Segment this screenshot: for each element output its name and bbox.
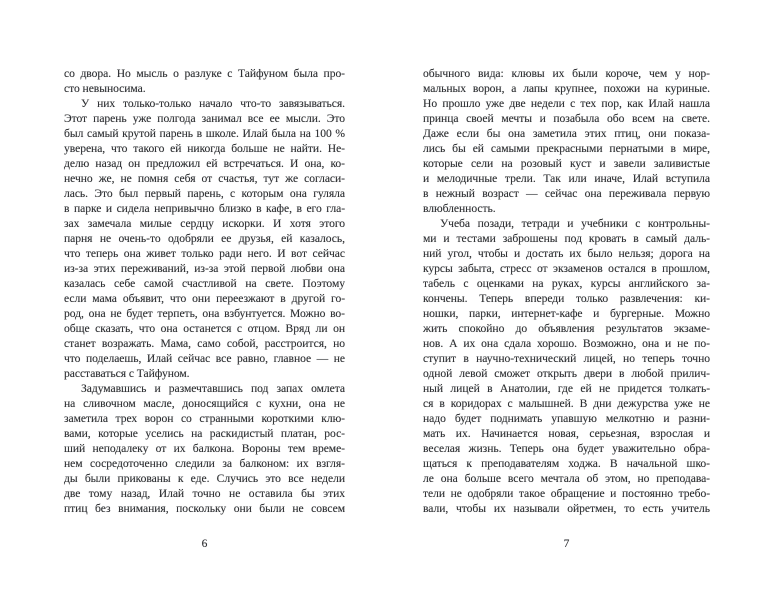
text-line: если мама объявит, что они переезжают в другой го-: [64, 292, 345, 305]
text-line: две тому назад, Илай точно не оставила бы этих: [64, 487, 345, 500]
text-line: мальных ворон, а лапы крупнее, похожи на куриные.: [423, 82, 710, 95]
text-line: род, она не будет терпеть, она взбунтуется. Можно во-: [64, 307, 345, 320]
text-line: принца своей мечты и позабыла обо всем на свете.: [423, 112, 710, 125]
text-line: ся в коридорах с малышней. В дни дежурства уже не: [423, 397, 710, 410]
page-left-text-block: [64, 66, 345, 516]
text-line: Задумавшись и размечтавшись под запах омлета: [81, 382, 345, 395]
text-line: парня не очень-то одобряли ее друзья, ей казалось,: [64, 232, 345, 245]
text-line: что поделаешь, Илай сейчас все равно, главное — не: [64, 352, 345, 365]
page-right-text-block: [423, 66, 710, 516]
text-line: тели не одобряли такое обращение и постоянно требо-: [423, 487, 710, 500]
text-line: курсы забыта, стресс от экзаменов остался в прошлом,: [423, 262, 710, 275]
text-line: ле она больше всего мечтала об этом, но преподава-: [423, 472, 710, 485]
text-line: которые сели на розовый куст и завели заливистые: [423, 157, 710, 170]
text-line: уверена, что такого ей никогда больше не найти. Не-: [64, 142, 345, 155]
text-line: вами, которые уселись на раскидистый платан, рос-: [64, 427, 345, 440]
text-line: на сливочном масле, доносящийся с кухни, она не: [64, 397, 345, 410]
text-line: нов. А их она сдала хорошо. Возможно, она и не по-: [423, 337, 710, 350]
text-line: и мелодичные трели. Так или иначе, Илай вступила: [423, 172, 710, 185]
text-line: веселая жизнь. Теперь она будет уважительно обра-: [423, 442, 710, 455]
text-line: щаться к преподавателям ходжа. В начальной шко-: [423, 457, 710, 470]
text-line: Но прошло уже две недели с тех пор, как Илай нашла: [423, 97, 710, 110]
text-line: Учеба позади, тетради и учебники с контрольны-: [440, 217, 710, 230]
text-line: расставаться с Тайфуном.: [64, 367, 190, 380]
text-line: ступит в научно-технический лицей, но теперь точно: [423, 352, 710, 365]
text-line: надо будет поднимать упавшую мелкотню и разни-: [423, 412, 710, 425]
text-line: сто невыносима.: [64, 82, 146, 95]
text-line: нечно же, не помня себя от счастья, тут же согласи-: [64, 172, 345, 185]
text-line: обще сказать, что она останется с отцом. Вряд ли он: [64, 322, 345, 335]
text-line: нем сосредоточенно следили за балконом: их взгля-: [64, 457, 345, 470]
text-line: кончены. Теперь впереди только развлечения: ки-: [423, 292, 710, 305]
page-number-left: 6: [201, 538, 208, 550]
text-line: влюбленность.: [423, 202, 496, 215]
text-line: в нежный возраст — сейчас она переживала первую: [423, 187, 710, 200]
text-line: казалась себе самой счастливой на свете. Поэтому: [64, 277, 345, 290]
text-line: птиц без внимания, поскольку они были не совсем: [64, 502, 345, 515]
text-line: лись бы ей самыми прекрасными пернатыми в мире,: [423, 142, 710, 155]
text-line: зах замечала милые сердцу искорки. И хотя этого: [64, 217, 345, 230]
text-line: Этот парень уже полгода занимал все ее мысли. Это: [64, 112, 345, 125]
text-line: станет возражать. Мама, само собой, расстроится, но: [64, 337, 345, 350]
text-line: из-за этих переживаний, из-за этой первой любви она: [64, 262, 345, 275]
page-number-right: 7: [563, 538, 570, 550]
text-line: заметила трех ворон со странными короткими клю-: [64, 412, 345, 425]
text-line: У них только-только начало что-то завязываться.: [81, 97, 345, 110]
text-line: ний угол, чтобы и достать их было нельзя; дорога на: [423, 247, 710, 260]
text-line: что теперь она живет только ради него. И вот сейчас: [64, 247, 345, 260]
text-line: со двора. Но мысль о разлуке с Тайфуном была про-: [64, 67, 345, 80]
text-line: ший неподалеку от их балкона. Вороны тем време-: [64, 442, 345, 455]
text-line: обычного вида: клювы их были короче, чем у нор-: [423, 67, 710, 80]
text-line: табель с оценками на руках, курсы английского за-: [423, 277, 710, 290]
text-line: одной левой сможет открыть двери в любой прилич-: [423, 367, 710, 380]
text-line: Даже если бы она заметила этих птиц, они показа-: [423, 127, 710, 140]
text-line: ношки, парки, интернет-кафе и бургерные. Можно: [423, 307, 710, 320]
text-line: ный лицей в Анатолии, где ей не придется толкать-: [423, 382, 710, 395]
text-line: лась. Это был первый парень, с которым она гуляла: [64, 187, 345, 200]
text-line: ми и тестами заброшены под кровать в самый даль-: [423, 232, 710, 245]
text-line: делю назад он предложил ей встречаться. И она, ко-: [64, 157, 345, 170]
text-line: мать их. Начинается новая, серьезная, взрослая и: [423, 427, 710, 440]
text-line: вали, чтобы их называли ойретмен, то есть учитель: [423, 502, 710, 515]
text-line: был самый крутой парень в школе. Илай была на 100 %: [64, 127, 345, 140]
text-line: ды были прикованы к еде. Случись это все недели: [64, 472, 345, 485]
text-line: в парке и сидела непривычно близко в кафе, в его гла-: [64, 202, 345, 215]
text-line: жить спокойно до объявления результатов экзаме-: [423, 322, 710, 335]
